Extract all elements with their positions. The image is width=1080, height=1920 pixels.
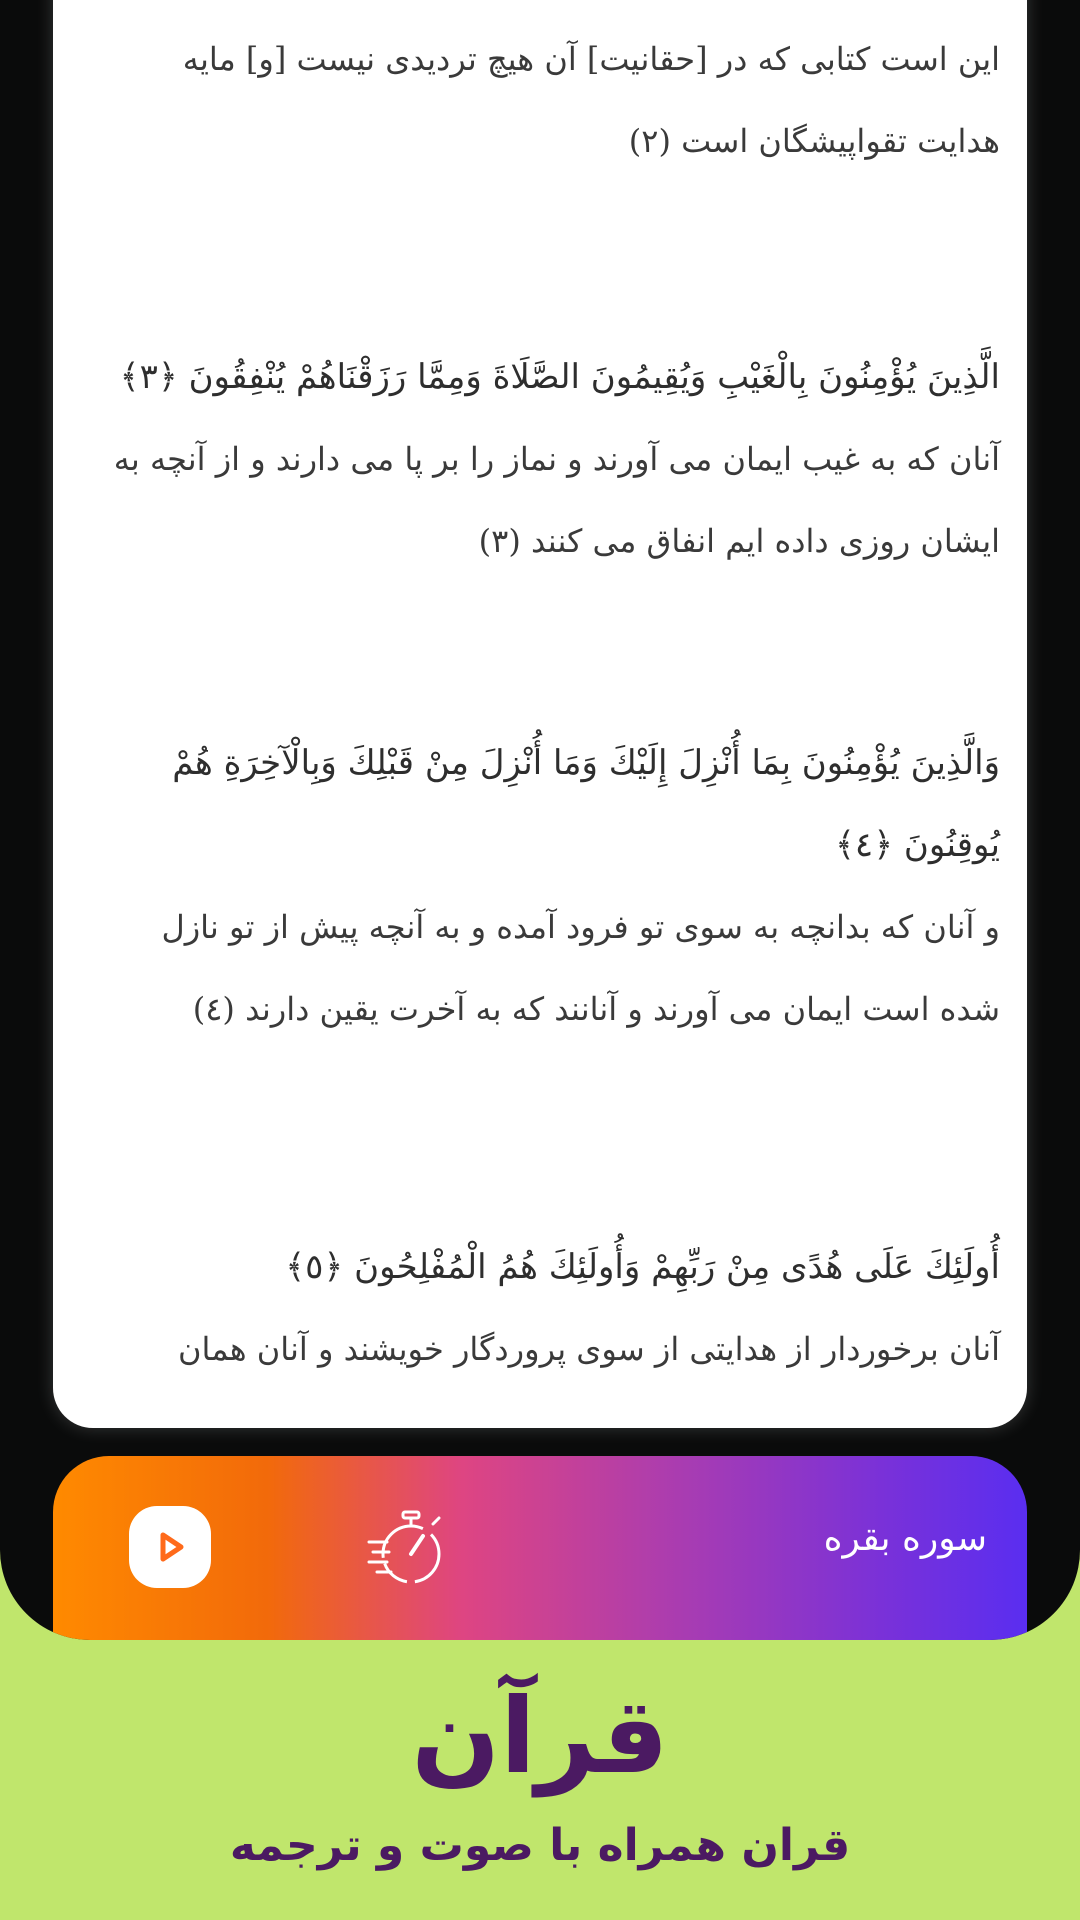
play-button[interactable] xyxy=(129,1506,211,1588)
play-icon xyxy=(150,1527,190,1567)
verse-reader[interactable] xyxy=(53,0,1027,1428)
app-subtitle: قران همراه با صوت و ترجمه xyxy=(229,1820,851,1871)
verse-2 xyxy=(98,18,1000,182)
audio-player-bar xyxy=(53,1456,1027,1640)
verse-translation: و آنان که بدانچه به سوی تو فرود آمده و به آنچه پیش از تو نازل شده است ایمان می آورند و آنانند که به آخرت یقین دارند (٤) xyxy=(161,908,1000,1028)
verse-translation: آنان برخوردار از هدایتی از سوی پروردگار خویشند و آنان همان xyxy=(177,1330,1000,1368)
app-title: قرآن xyxy=(411,1675,669,1797)
verse-translation: این است کتابی که در [حقانیت] آن هیچ تردیدی نیست [و] مایه هدایت تقواپیشگان است (۲) xyxy=(182,40,1000,160)
verse-arabic: الَّذِينَ يُؤْمِنُونَ بِالْغَيْبِ وَيُقِيمُونَ الصَّلَاةَ وَمِمَّا رَزَقْنَاهُمْ يُنْفِقُونَ ﴿٣﴾ xyxy=(119,357,1000,397)
verse-3 xyxy=(98,336,1000,582)
verse-arabic: أُولَئِكَ عَلَى هُدًى مِنْ رَبِّهِمْ وَأُولَئِكَ هُمُ الْمُفْلِحُونَ ﴿٥﴾ xyxy=(285,1247,1000,1287)
stopwatch-icon[interactable] xyxy=(365,1502,449,1592)
verse-arabic: وَالَّذِينَ يُؤْمِنُونَ بِمَا أُنْزِلَ إِلَيْكَ وَمَا أُنْزِلَ مِنْ قَبْلِكَ وَبِالْآخِرَةِ هُمْ يُوقِنُونَ ﴿٤﴾ xyxy=(172,743,1000,865)
surah-name: سوره بقره xyxy=(823,1518,987,1559)
verse-4 xyxy=(98,722,1000,1050)
verse-translation: آنان که به غیب ایمان می آورند و نماز را بر پا می دارند و از آنچه به ایشان روزی داده ایم انفاق می کنند (۳) xyxy=(113,440,1000,560)
verse-5 xyxy=(98,1226,1000,1390)
